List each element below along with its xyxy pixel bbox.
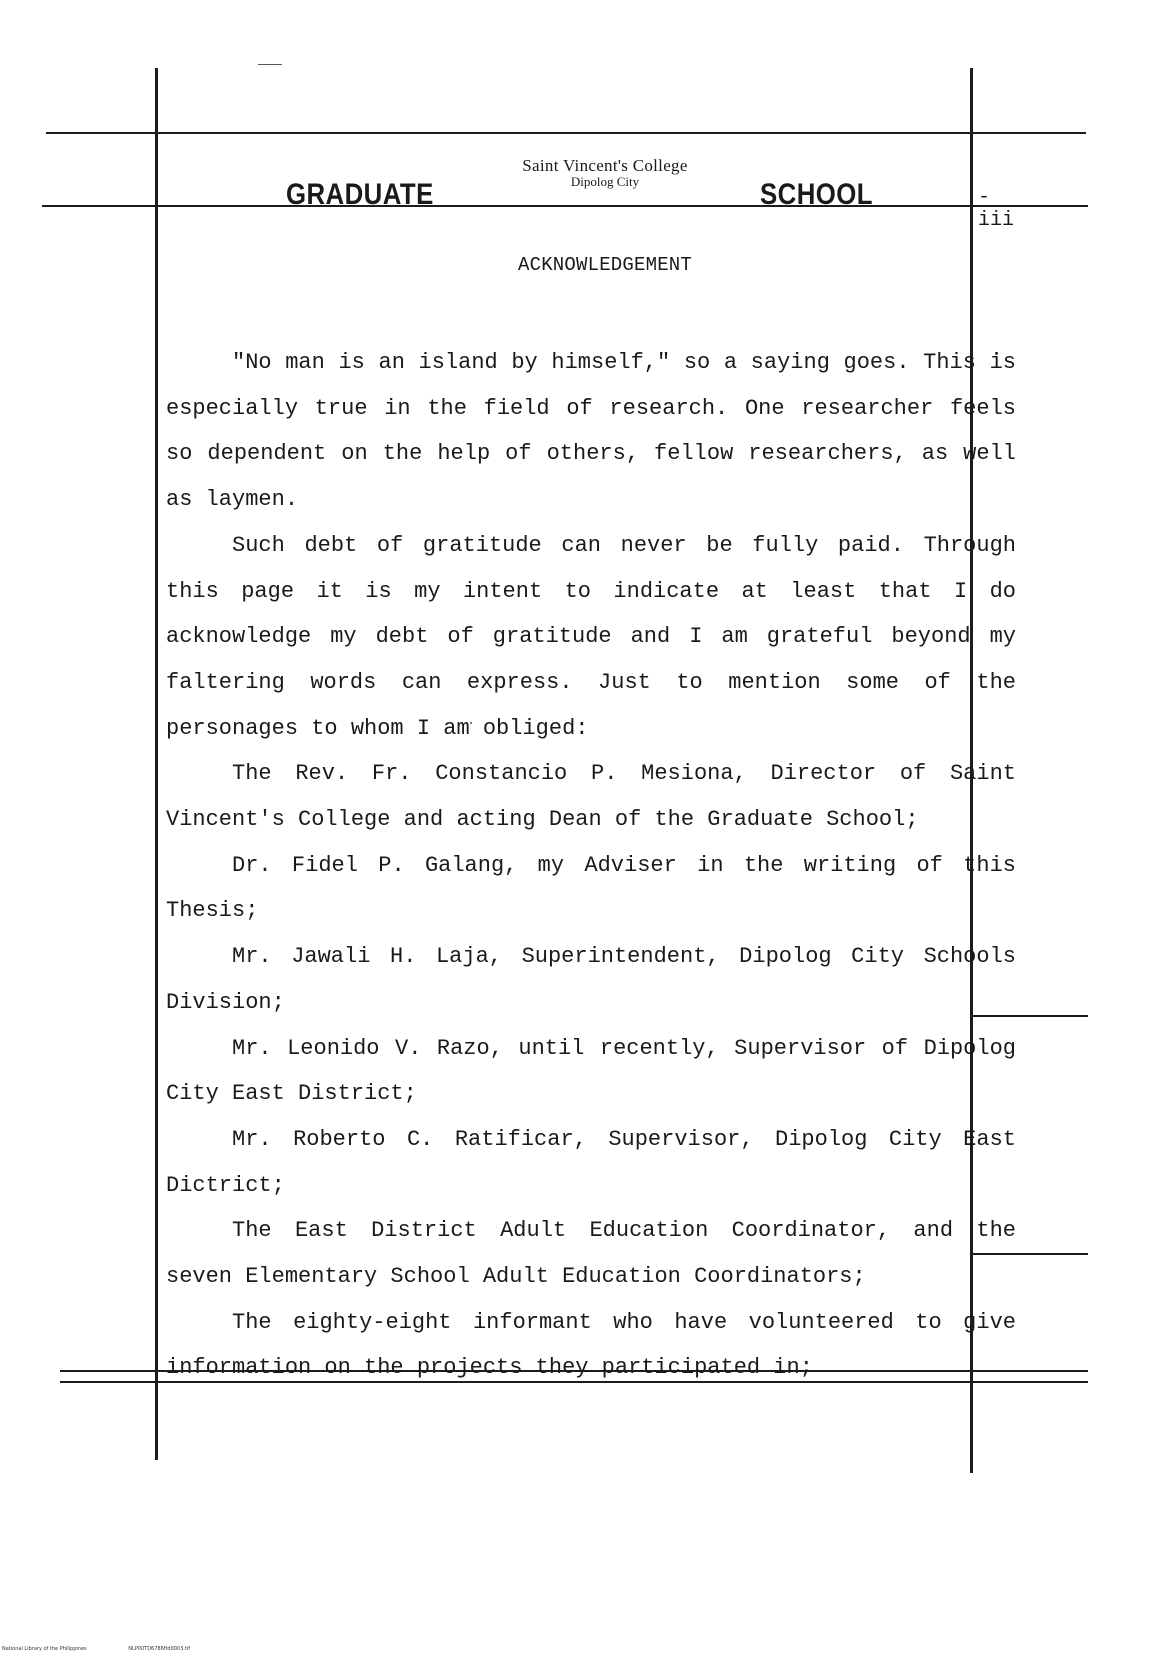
footer-filename: NLP00TD6786ftd0003.tif: [128, 1646, 190, 1652]
footer-library: National Library of the Philippines: [2, 1646, 87, 1652]
acknowledgee-director: The Rev. Fr. Constancio P. Mesiona, Director of Saint Vincent's College and acting Dean of the Graduate School;: [166, 761, 1016, 833]
scan-footer: [2, 1646, 230, 1652]
page-title: ACKNOWLEDGEMENT: [517, 254, 693, 276]
acknowledgee-adviser: Dr. Fidel P. Galang, my Adviser in the writing of this Thesis;: [166, 852, 1016, 924]
paragraph-opening: "No man is an island by himself," so a saying goes. This is especially true in the field of research. One researcher feels so dependent on the help of others, fellow researchers, as well as laymen.: [166, 350, 1016, 513]
institution-block: [475, 156, 735, 190]
acknowledgee-former-supervisor: Mr. Leonido V. Razo, until recently, Supervisor of Dipolog City East District;: [166, 1035, 1016, 1107]
acknowledgement-body: [166, 340, 1016, 1391]
institution-city: Dipolog City: [570, 174, 640, 189]
header-graduate-word: GRADUATE: [286, 178, 434, 211]
left-margin-rule: [155, 68, 158, 1460]
page-header: [160, 150, 1020, 232]
scan-speck: [258, 64, 282, 65]
header-school-word: SCHOOL: [760, 178, 873, 211]
institution-name: Saint Vincent's College: [522, 156, 688, 175]
acknowledgee-coordinators: The East District Adult Education Coordinator, and the seven Elementary School Adult Education Coordinators;: [166, 1218, 1016, 1290]
acknowledgee-supervisor: Mr. Roberto C. Ratificar, Supervisor, Dipolog City East Dictrict;: [166, 1126, 1016, 1198]
acknowledgee-superintendent: Mr. Jawali H. Laja, Superintendent, Dipolog City Schools Division;: [166, 944, 1016, 1015]
paragraph-gratitude: Such debt of gratitude can never be fully paid. Through this page it is my intent to indicate at least that I do acknowledge my debt of gratitude and I am grateful beyond my faltering words can express. Just to mention some of the personages to whom I am obliged:: [166, 532, 1016, 741]
top-rule-upper: [46, 132, 1086, 134]
acknowledgee-informants: The eighty-eight informant who have volunteered to give information on the projects they participated in;: [166, 1309, 1016, 1381]
page-number: -iii: [978, 186, 1015, 232]
